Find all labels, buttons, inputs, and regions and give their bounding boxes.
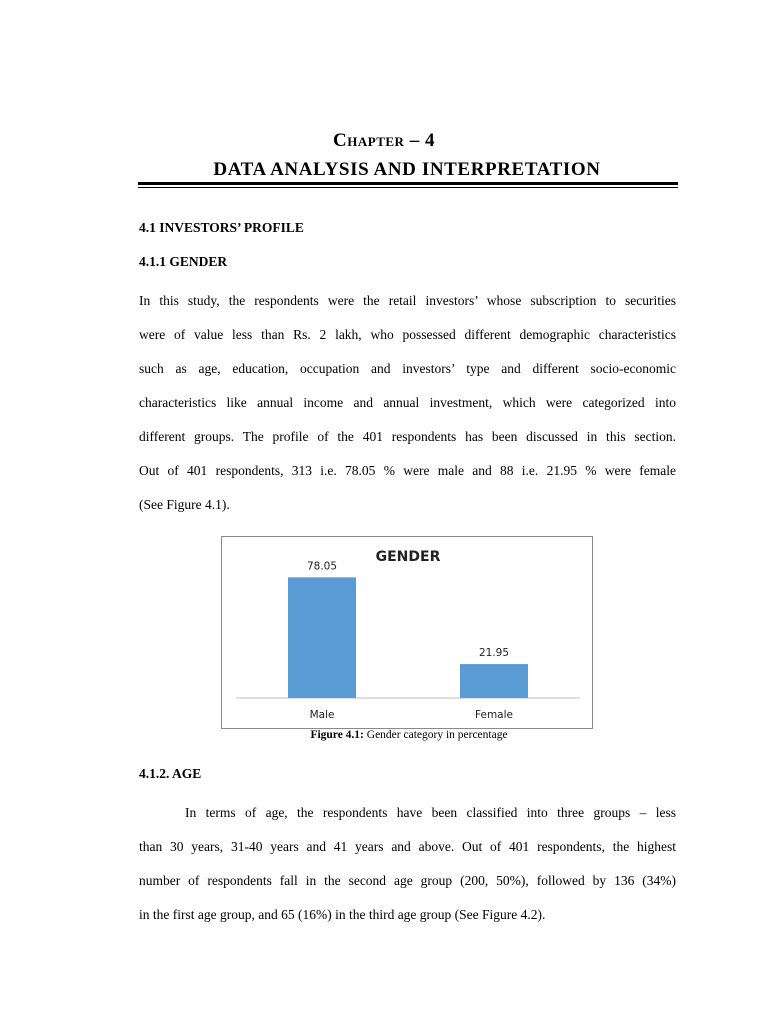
paragraph-line: characteristics like annual income and annual investment, which were categorized into [139, 395, 676, 410]
bar-male [288, 577, 356, 698]
chapter-title: DATA ANALYSIS AND INTERPRETATION [213, 159, 601, 180]
section-heading-investors-profile: 4.1 INVESTORS’ PROFILE [139, 220, 304, 235]
age-paragraph [139, 796, 676, 932]
tick-label-female: Female [475, 709, 513, 721]
figure-caption-text: Gender category in percentage [363, 729, 508, 741]
bar-female [460, 664, 528, 698]
data-label-male: 78.05 [306, 560, 338, 573]
paragraph-line: than 30 years, 31-40 years and 41 years and above. Out of 401 respondents, the highest [139, 839, 676, 854]
section-heading-age: 4.1.2. AGE [139, 766, 202, 781]
chart-title: GENDER [375, 549, 441, 565]
paragraph-line: number of respondents fall in the second age group (200, 50%), followed by 136 (34%) [139, 873, 676, 888]
paragraph-line: such as age, education, occupation and investors’ type and different socio-economic [139, 361, 676, 376]
paragraph-line: (See Figure 4.1). [139, 497, 230, 512]
paragraph-line: different groups. The profile of the 401 respondents has been discussed in this section. [139, 429, 676, 444]
tick-label-male: Male [309, 709, 335, 721]
gender-chart [221, 536, 593, 729]
chapter-label: Chapter – 4 [333, 130, 435, 151]
data-label-female: 21.95 [478, 647, 510, 660]
title-rule-thin [138, 187, 678, 188]
gender-paragraph [139, 284, 676, 522]
paragraph-line: In this study, the respondents were the retail investors’ whose subscription to securities [139, 293, 676, 308]
paragraph-line: in the first age group, and 65 (16%) in the third age group (See Figure 4.2). [139, 907, 546, 922]
figure-caption-label: Figure 4.1: [310, 729, 364, 741]
title-rule-thick [138, 182, 678, 185]
paragraph-line: were of value less than Rs. 2 lakh, who possessed different demographic characteristics [139, 327, 676, 342]
gender-chart-svg [222, 537, 594, 730]
section-heading-gender: 4.1.1 GENDER [139, 254, 228, 269]
paragraph-line: Out of 401 respondents, 313 i.e. 78.05 % were male and 88 i.e. 21.95 % were female [139, 463, 676, 478]
figure-caption [0, 729, 768, 741]
paragraph-line: In terms of age, the respondents have been classified into three groups – less [185, 805, 676, 820]
